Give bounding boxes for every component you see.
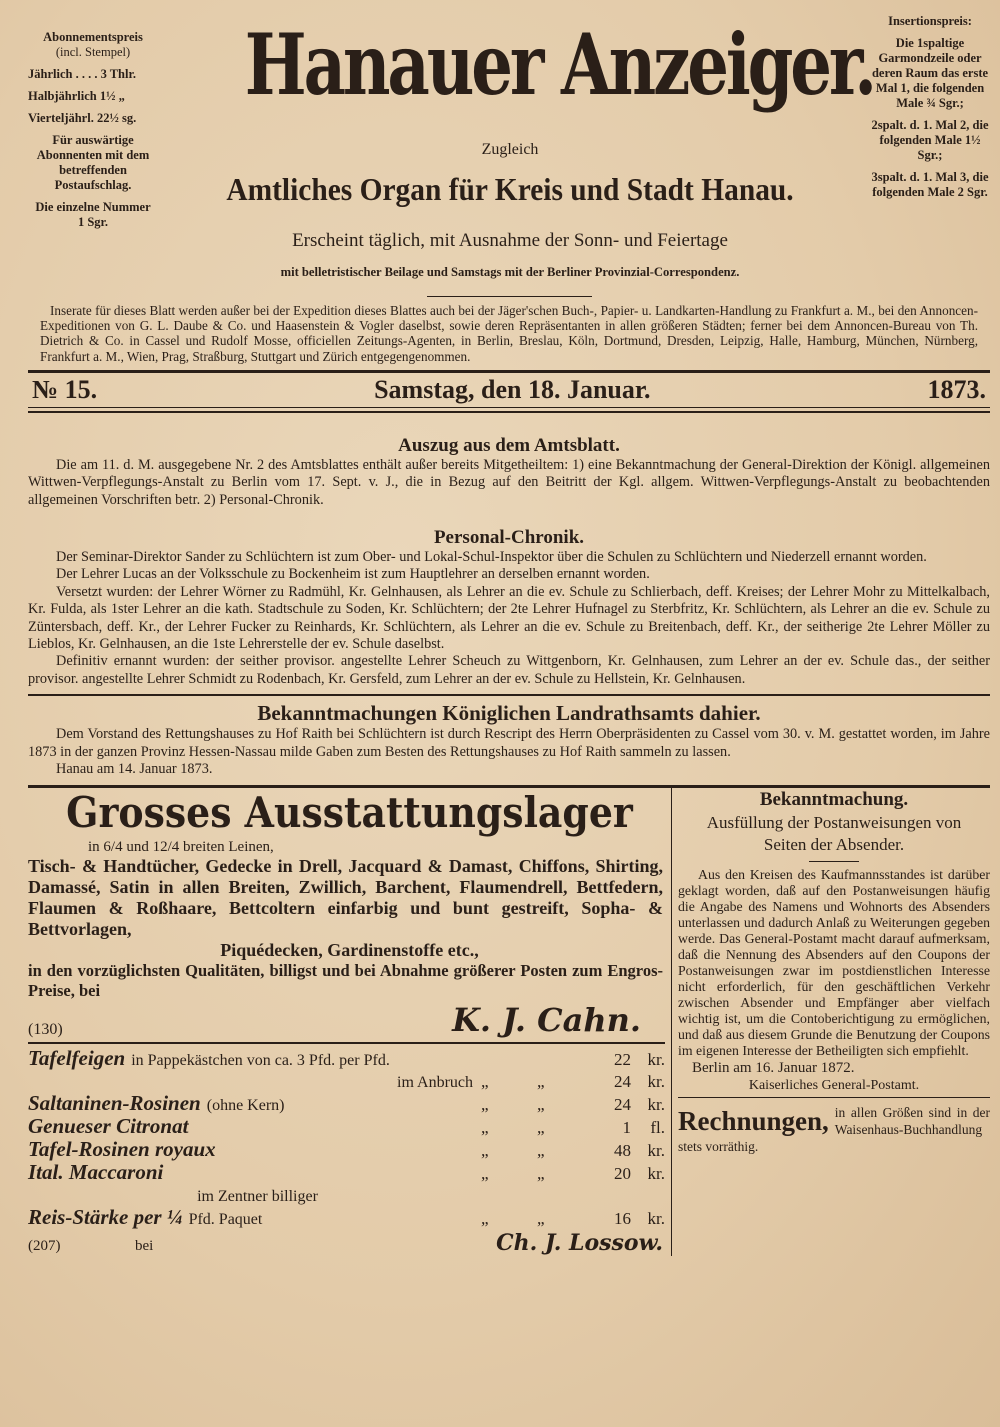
price-row [28,1071,671,1093]
price-lead [28,1204,481,1230]
insertion-title: Insertionspreis: [888,14,972,28]
cahn-merchant: K. J. Cahn. [452,1000,641,1039]
price-note: (ohne Kern) [206,1096,285,1114]
chronik-paragraph: Definitiv ernannt wurden: der seither provisor. angestellte Lehrer Scheuch zu Wittgenborn, Kr. Gelnhausen, zum Lehrer an der ev. Schule das., der seither provisor. angestellte Lehrer Schmidt zu Rodenbach, Kr. Gersfeld, zum Lehrer an der ev. Schule zu Hellstein, Kr. Gelnhausen. [28,653,990,687]
price-item: Genueser Citronat [28,1113,189,1138]
cahn-heading: Grosses Ausstattungslager [66,787,633,837]
lossow-ref: (207) [28,1237,61,1254]
insertion-three-col: 3spalt. d. 1. Mal 3, die folgenden Male 2 Sgr. [871,170,989,199]
divider [809,861,859,862]
price-unit: kr. [647,1208,665,1228]
issue-number: № 15. [32,374,98,404]
single-label: Die einzelne Nummer [35,200,151,214]
cahn-ref: (130) [28,1020,63,1038]
price-halfyearly: Halbjährlich 1½ „ [28,89,125,103]
ditto-mark: „ [481,1208,489,1228]
lossow-footer [28,1230,671,1256]
price-lead [28,1090,481,1116]
price-lead [28,1185,481,1207]
ditto-mark: „ [537,1094,545,1114]
price-unit: kr. [647,1094,665,1114]
ad-rule [28,1042,665,1044]
insertion-box [866,14,994,207]
price-lead [28,1045,481,1071]
masthead-schedule: Erscheint täglich, mit Ausnahme der Sonn- und Feiertage [292,230,728,251]
ditto-mark: „ [481,1071,489,1091]
price-row [28,1045,671,1071]
amtsblatt-text: Die am 11. d. M. ausgegebene Nr. 2 des Amtsblattes enthält außer bereits Mitgetheiltem: 1) eine Bekanntmachung der General-Direktion der Königl. allgemeinen Wittwen-Verpflegungs-Anstalt zu Berlin vom 17. Sept. v. J., die in Bezug auf den Beitritt der Kgl. allgem. Wittwen-Verpflegungs-Anstalt zu beobachtenden allgemeinen Vorschriften betr. 2) Personal-Chronik. [28,456,990,508]
price-row [28,1136,671,1162]
ditto-mark: „ [537,1163,545,1183]
post-heading: Bekanntmachung. [759,788,909,810]
price-row [28,1185,671,1207]
price-amount: 24 [614,1071,631,1091]
price-amount: 24 [614,1094,631,1114]
price-item: Reis-Stärke per ¼ [28,1204,183,1229]
price-row [28,1159,671,1185]
advert-columns [28,788,990,1256]
rechnungen-text: in allen Größen sind in der Waisenhaus-Buchhandlung stets vorräthig. [678,1104,990,1154]
landrathsamt-signoff: Hanau am 14. Januar 1873. [56,761,213,778]
section-rule [28,694,990,696]
ditto-mark: „ [537,1071,545,1091]
price-row [28,1113,671,1139]
post-text: Aus den Kreisen des Kaufmannsstandes ist darüber geklagt worden, daß auf den Postanweisungen häufig die Angabe des Namens und Wohnorts des Absenders unterlassen und dadurch Anlaß zu Weiterungen gegeben werde. Das General-Postamt macht darauf aufmerksam, daß die Nennung des Absenders auf den Coupons der Postanweisungen zwar im postdienstlichen Interesse nicht erforderlich, für den geschäftlichen Verkehr zwischen Absender und Empfänger aber vielfach wichtig ist, um die Contoberichtigung zu ermöglichen, und daß aus diesem Grunde die Benutzung der Coupons im eigenen Interesse der Betheiligten sich empfiehlt. [678,866,990,1058]
price-note: in Pappekästchen von ca. 3 Pfd. per Pfd. [131,1051,390,1069]
price-amount: 22 [614,1049,631,1069]
price-note: im Zentner billiger [197,1187,318,1205]
price-row [28,1090,671,1116]
cahn-footer [28,1001,671,1039]
divider [427,296,592,297]
chronik-paragraph: Der Seminar-Direktor Sander zu Schlüchtern ist zum Ober- und Lokal-Schul-Inspektor über die Schulen zu Schlüchtern und Niederzell ernannt worden. [56,549,927,566]
price-item: Tafel-Rosinen royaux [28,1136,216,1161]
price-lead [28,1113,481,1139]
landrathsamt-text: Dem Vorstand des Rettungshauses zu Hof Raith bei Schlüchtern ist durch Rescript des Herrn Oberpräsidenten zu Cassel vom 30. v. M. gestattet worden, im Jahre 1873 in der ganzen Provinz Hessen-Nassau milde Gaben zum Besten des Rettungshauses zu Hof Raith sammeln zu lassen. [28,726,990,760]
subscription-box [28,30,158,237]
ditto-mark: „ [481,1163,489,1183]
price-amount: 1 [622,1117,631,1137]
ditto-mark: „ [481,1140,489,1160]
issue-year: 1873. [927,374,986,404]
ditto-mark: „ [537,1208,545,1228]
single-price: 1 Sgr. [77,215,109,229]
lossow-price-list [28,1045,671,1230]
newspaper-title: Hanauer Anzeiger. [244,15,874,114]
post-date: Berlin am 16. Januar 1872. [692,1059,855,1076]
chronik-paragraph: Der Lehrer Lucas an der Volksschule zu Bockenheim ist zum Hauptlehrer an derselben ernannt worden. [56,566,650,583]
section-rule [678,1097,990,1098]
masthead-subtitle: Amtliches Organ für Kreis und Stadt Hanau. [226,171,794,207]
cahn-fabric-sizes: in 6/4 und 12/4 breiten Leinen, [88,838,274,855]
insertion-one-col: Die 1spaltige Garmondzeile oder deren Raum das erste Mal 1, die folgenden Male ¾ Sgr.; [871,36,989,110]
chronik-paragraph: Versetzt wurden: der Lehrer Wörner zu Radmühl, Kr. Gelnhausen, als Lehrer an die ev. Schule zu Schlierbach, deff. Kreises; der Lehrer Mohr zu Mittelkalbach, Kr. Fulda, als 1ster Lehrer an die kath. Stadtschule zu Soden, Kr. Schlüchtern; der 2te Lehrer Hufnagel zu Sterbfritz, Kr. Schlüchtern, als Lehrer an die ev. Schule zu Züntersbach, deff. Kr., der Lehrer Fucker zu Reinhards, Kr. Schlüchtern, als Lehrer an die ev. Schule zu Breitenbach, deff. Kr., der seitherige 2te Lehrer Möller zu Lieblos, Kr. Gelnhausen, an die 1ste Lehrerstelle der ev. Schule daselbst. [28,583,990,653]
price-amount: 48 [614,1140,631,1160]
price-unit: kr. [647,1140,665,1160]
price-lead [28,1159,481,1185]
lossow-bei: bei [135,1237,154,1254]
issue-line [28,373,990,407]
double-rule [28,407,990,408]
subscription-title: Abonnementspreis [43,30,143,44]
post-subheading: Ausfüllung der Postanweisungen von Seiten der Absender. [706,812,962,854]
cahn-closing: in den vorzüglichsten Qualitäten, billigst und bei Abnahme größerer Posten zum Engros-Preise, bei [28,960,663,1000]
chronik-heading: Personal-Chronik. [433,527,585,549]
price-note: im Anbruch [397,1073,473,1091]
price-lead [28,1136,481,1162]
inserate-notice: Inserate für dieses Blatt werden außer bei der Expedition dieses Blattes auch bei der Jäger'schen Buch-, Papier- u. Landkarten-Handlung zu Frankfurt a. M., bei den Annoncen-Expeditionen von G. L. Daube & Co. und Haasenstein & Vogler daselbst, sowie deren Repräsentanten in allen größeren Städten; ferner bei dem Annoncen-Bureau von Th. Dietrich & Co. in Cassel und Rudolf Mosse, officiellen Zeitungs-Agenten, in Berlin, Breslau, Köln, Dortmund, Dresden, Leipzig, Halle, Hamburg, München, Nürnberg, Frankfurt a. M., Wien, Prag, Straßburg, Stuttgart und Zürich entgegengenommen. [40,303,978,364]
insertion-two-col: 2spalt. d. 1. Mal 2, die folgenden Male 1½ Sgr.; [871,118,989,162]
price-item: Ital. Maccaroni [28,1159,164,1184]
post-signature: Kaiserliches General-Postamt. [748,1077,920,1093]
rechnungen-word: Rechnungen, [678,1105,829,1136]
issue-date: Samstag, den 18. Januar. [374,374,651,404]
advert-left-column [28,788,672,1256]
price-unit: kr. [647,1163,665,1183]
price-note: Pfd. Paquet [188,1210,263,1228]
subscription-subtitle: (incl. Stempel) [55,45,131,59]
ditto-mark: „ [537,1140,545,1160]
rechnungen-block [678,1104,990,1155]
main-content [28,296,990,1256]
external-note: Für auswärtige Abonnenten mit dem betreffenden Postaufschlag. [36,133,150,192]
lossow-merchant: Ch. J. Lossow. [496,1229,663,1256]
price-amount: 16 [614,1208,631,1228]
price-unit: kr. [647,1071,665,1091]
cahn-body: Tisch- & Handtücher, Gedecke in Drell, Jacquard & Damast, Chiffons, Shirting, Damassé, Satin in allen Breiten, Zwillich, Barchent, Flaumendrell, Bettfedern, Flaumen & Roßhaare, Bettcoltern einfarbig und bunt gestreift, Sopha- & Bettvorlagen, [28,855,663,939]
price-lead [28,1071,481,1093]
price-amount: 20 [614,1163,631,1183]
double-rule [28,411,990,413]
cahn-center-line: Piquédecken, Gardinenstoffe etc., [220,939,479,960]
landrathsamt-heading: Bekanntmachungen Königlichen Landrathsamts dahier. [257,701,761,726]
price-quarterly: Vierteljährl. 22½ sg. [28,111,137,125]
price-item: Tafelfeigen [28,1045,126,1070]
price-unit: fl. [650,1117,665,1137]
price-item: Saltaninen-Rosinen [28,1090,201,1115]
amtsblatt-heading: Auszug aus dem Amtsblatt. [398,434,620,456]
ditto-mark: „ [481,1117,489,1137]
price-unit: kr. [647,1049,665,1069]
masthead-supplement: mit belletristischer Beilage und Samstags mit der Berliner Provinzial-Correspondenz. [280,265,740,279]
advert-right-column [672,788,990,1256]
zugleich-label: Zugleich [481,141,539,158]
ditto-mark: „ [537,1117,545,1137]
price-yearly: Jährlich . . . . 3 Thlr. [28,67,137,81]
price-row [28,1204,671,1230]
ditto-mark: „ [481,1094,489,1114]
